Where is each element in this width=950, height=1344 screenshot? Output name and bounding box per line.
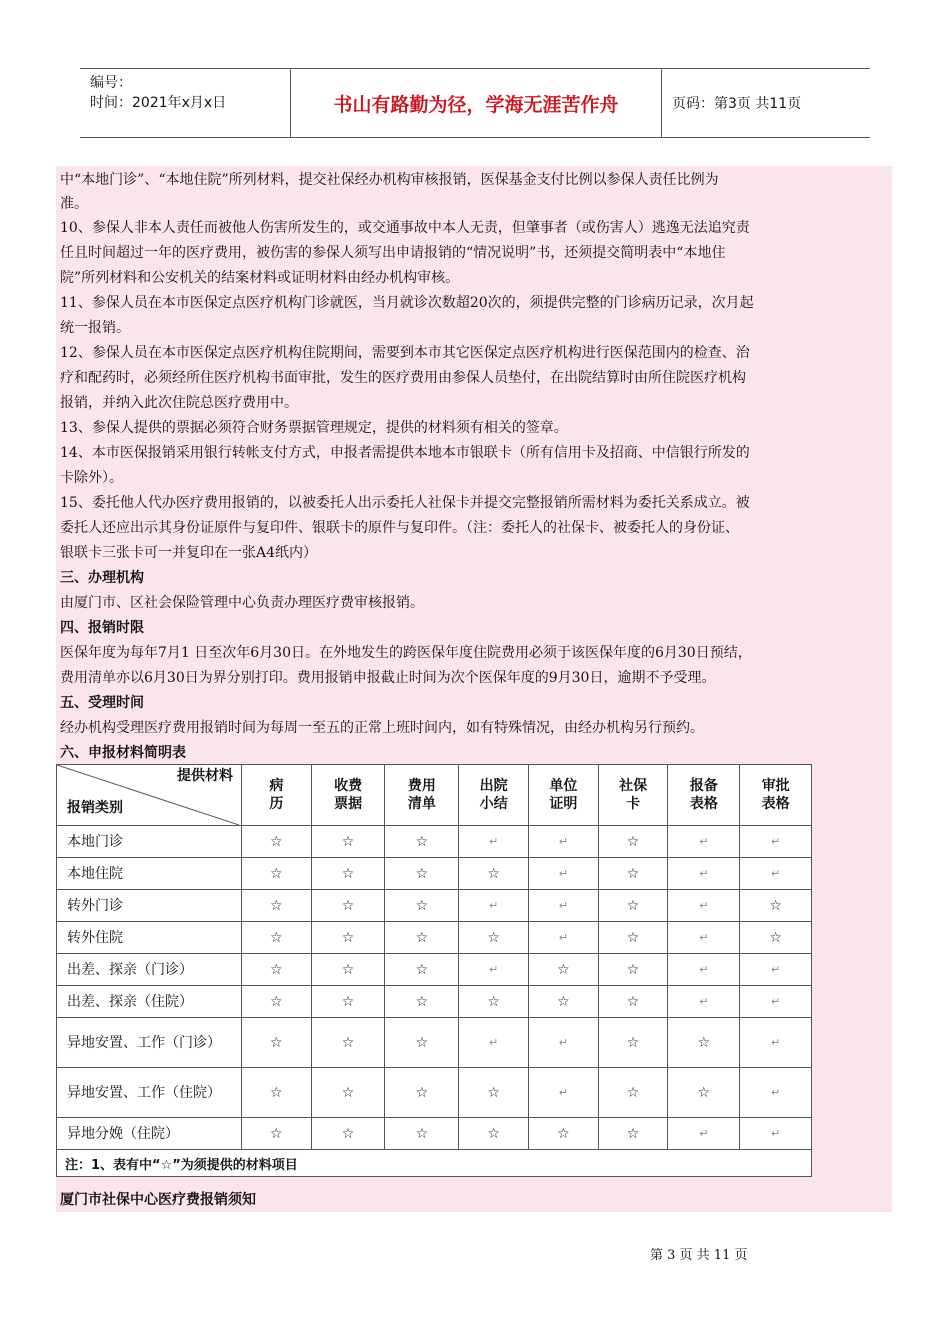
section-heading: 四、报销时限 — [60, 620, 144, 636]
empty-cell — [740, 858, 812, 890]
column-header — [311, 765, 385, 826]
paragraph-line: 10、参保人非本人责任而被他人伤害所发生的，或交通事故中本人无责，但肇事者（或伤害人）逃逸无法追究责 — [60, 220, 750, 236]
required-star-cell: ☆ — [459, 1068, 529, 1118]
return-mark-icon: ↵ — [699, 899, 709, 912]
column-header — [241, 765, 311, 826]
return-mark-icon: ↵ — [699, 867, 709, 880]
required-star-cell: ☆ — [311, 1018, 385, 1068]
column-header-line: 病 — [269, 778, 284, 794]
row-category: 转外门诊 — [57, 890, 242, 922]
table-row — [57, 858, 812, 890]
return-mark-icon: ↵ — [558, 1086, 568, 1099]
section-heading: 六、申报材料简明表 — [60, 745, 186, 761]
column-header — [459, 765, 529, 826]
required-star-cell: ☆ — [598, 1018, 668, 1068]
required-star-cell: ☆ — [598, 1068, 668, 1118]
empty-cell — [740, 986, 812, 1018]
column-header-line: 票据 — [334, 796, 363, 812]
paragraph-line: 院”所列材料和公安机关的结案材料或证明材料由经办机构审核。 — [60, 270, 460, 286]
required-star-cell: ☆ — [311, 954, 385, 986]
return-mark-icon: ↵ — [699, 995, 709, 1008]
required-star-cell: ☆ — [241, 1018, 311, 1068]
required-star-cell: ☆ — [385, 890, 459, 922]
column-header-line: 单位 — [549, 778, 578, 794]
section-text: 由厦门市、区社会保险管理中心负责办理医疗费审核报销。 — [60, 595, 424, 611]
table-row — [57, 1018, 812, 1068]
table-row — [57, 1068, 812, 1118]
return-mark-icon: ↵ — [699, 835, 709, 848]
column-header-line: 审批 — [761, 778, 790, 794]
required-star-cell: ☆ — [241, 986, 311, 1018]
table-row — [57, 922, 812, 954]
empty-cell — [668, 826, 740, 858]
paragraph-line: 报销，并纳入此次住院总医疗费用中。 — [60, 395, 298, 411]
paragraph-line: 委托人还应出示其身份证原件与复印件、银联卡的原件与复印件。（注：委托人的社保卡、被委托人的身份证、 — [60, 520, 739, 536]
required-star-cell: ☆ — [528, 954, 598, 986]
required-star-cell: ☆ — [311, 826, 385, 858]
required-star-cell: ☆ — [459, 1118, 529, 1150]
materials-table — [56, 764, 812, 1177]
empty-cell — [528, 890, 598, 922]
page-header — [80, 68, 870, 138]
paragraph-line: 中“本地门诊”、“本地住院”所列材料，提交社保经办机构审核报销，医保基金支付比例以参保人责任比例为 — [60, 172, 719, 188]
required-star-cell: ☆ — [598, 954, 668, 986]
required-star-cell: ☆ — [598, 858, 668, 890]
paragraph-line: 11、参保人员在本市医保定点医疗机构门诊就医，当月就诊次数超20次的，须提供完整的门诊病历记录，次月起 — [60, 295, 754, 311]
empty-cell — [528, 922, 598, 954]
required-star-cell: ☆ — [241, 890, 311, 922]
required-star-cell: ☆ — [311, 858, 385, 890]
required-star-cell: ☆ — [385, 954, 459, 986]
column-header-line: 费用 — [407, 778, 436, 794]
row-category: 出差、探亲（门诊） — [57, 954, 242, 986]
required-star-cell: ☆ — [459, 986, 529, 1018]
required-star-cell: ☆ — [598, 922, 668, 954]
empty-cell — [459, 890, 529, 922]
return-mark-icon: ↵ — [770, 1086, 781, 1099]
row-category: 转外住院 — [57, 922, 242, 954]
empty-cell — [668, 1118, 740, 1150]
empty-cell — [740, 1068, 812, 1118]
section-text: 费用清单亦以6月30日为界分别打印。费用报销申报截止时间为次个医保年度的9月30日，逾期不予受理。 — [60, 670, 716, 686]
required-star-cell: ☆ — [241, 922, 311, 954]
required-star-cell: ☆ — [528, 986, 598, 1018]
doc-time-label: 时间：2021年x月x日 — [90, 95, 227, 111]
paragraph-line: 14、本市医保报销采用银行转帐支付方式，申报者需提供本地本市银联卡（所有信用卡及招商、中信银行所发的 — [60, 445, 750, 461]
return-mark-icon: ↵ — [558, 1036, 568, 1049]
section-heading: 五、受理时间 — [60, 695, 144, 711]
table-row — [57, 986, 812, 1018]
return-mark-icon: ↵ — [770, 995, 781, 1008]
required-star-cell: ☆ — [385, 1018, 459, 1068]
return-mark-icon: ↵ — [558, 931, 568, 944]
column-header-line: 出院 — [479, 778, 508, 794]
column-header-line: 小结 — [479, 796, 508, 812]
required-star-cell: ☆ — [598, 890, 668, 922]
column-header — [528, 765, 598, 826]
required-star-cell: ☆ — [740, 890, 812, 922]
required-star-cell: ☆ — [385, 922, 459, 954]
row-category: 异地分娩（住院） — [57, 1118, 242, 1150]
paragraph-line: 准。 — [60, 196, 88, 212]
required-star-cell: ☆ — [241, 954, 311, 986]
corner-bottom-label: 报销类别 — [67, 800, 123, 816]
required-star-cell: ☆ — [241, 858, 311, 890]
header-meta — [80, 69, 291, 137]
return-mark-icon: ↵ — [770, 1127, 781, 1140]
empty-cell — [668, 954, 740, 986]
column-header-line: 表格 — [689, 796, 718, 812]
column-header-line: 证明 — [549, 796, 578, 812]
paragraph-line: 卡除外）。 — [60, 470, 123, 486]
empty-cell — [528, 858, 598, 890]
empty-cell — [459, 826, 529, 858]
table-row — [57, 954, 812, 986]
empty-cell — [668, 922, 740, 954]
required-star-cell: ☆ — [385, 986, 459, 1018]
table-row — [57, 826, 812, 858]
required-star-cell: ☆ — [528, 1118, 598, 1150]
return-mark-icon: ↵ — [558, 899, 568, 912]
empty-cell — [528, 1018, 598, 1068]
empty-cell — [668, 986, 740, 1018]
paragraph-line: 疗和配药时，必须经所住医疗机构书面审批，发生的医疗费用由参保人员垫付，在出院结算时由所住院医疗机构 — [60, 370, 746, 386]
return-mark-icon: ↵ — [489, 963, 499, 976]
required-star-cell: ☆ — [598, 1118, 668, 1150]
paragraph-line: 12、参保人员在本市医保定点医疗机构住院期间，需要到本市其它医保定点医疗机构进行医保范围内的检查、治 — [60, 345, 750, 361]
paragraph-line: 15、委托他人代办医疗费用报销的，以被委托人出示委托人社保卡并提交完整报销所需材料为委托关系成立。被 — [60, 495, 750, 511]
required-star-cell: ☆ — [740, 922, 812, 954]
empty-cell — [668, 890, 740, 922]
column-header-line: 社保 — [619, 778, 648, 794]
empty-cell — [668, 858, 740, 890]
return-mark-icon: ↵ — [489, 899, 499, 912]
table-corner-cell — [57, 765, 242, 826]
required-star-cell: ☆ — [241, 826, 311, 858]
empty-cell — [740, 954, 812, 986]
empty-cell — [459, 954, 529, 986]
required-star-cell: ☆ — [311, 922, 385, 954]
return-mark-icon: ↵ — [770, 867, 781, 880]
required-star-cell: ☆ — [459, 922, 529, 954]
column-header-line: 报备 — [689, 778, 718, 794]
table-row — [57, 1118, 812, 1150]
required-star-cell: ☆ — [241, 1068, 311, 1118]
table-header-row — [57, 765, 812, 826]
return-mark-icon: ↵ — [770, 963, 781, 976]
column-header — [598, 765, 668, 826]
required-star-cell: ☆ — [385, 826, 459, 858]
column-header-line: 收费 — [334, 778, 363, 794]
column-header-line: 表格 — [761, 796, 790, 812]
required-star-cell: ☆ — [598, 826, 668, 858]
empty-cell — [740, 1018, 812, 1068]
required-star-cell: ☆ — [241, 1118, 311, 1150]
section-heading: 三、办理机构 — [60, 570, 144, 586]
return-mark-icon: ↵ — [489, 835, 499, 848]
return-mark-icon: ↵ — [699, 1127, 709, 1140]
empty-cell — [528, 1068, 598, 1118]
table-row — [57, 890, 812, 922]
column-header-line: 卡 — [626, 796, 641, 812]
required-star-cell: ☆ — [311, 1068, 385, 1118]
return-mark-icon: ↵ — [558, 867, 568, 880]
header-page-code: 页码：第3页 共11页 — [672, 96, 802, 112]
required-star-cell: ☆ — [598, 986, 668, 1018]
empty-cell — [740, 826, 812, 858]
empty-cell — [528, 826, 598, 858]
empty-cell — [459, 1018, 529, 1068]
paragraph-line: 统一报销。 — [60, 320, 130, 336]
required-star-cell: ☆ — [385, 858, 459, 890]
row-category: 出差、探亲（住院） — [57, 986, 242, 1018]
page-footer: 第 3 页 共 11 页 — [650, 1248, 748, 1263]
return-mark-icon: ↵ — [699, 931, 709, 944]
column-header — [385, 765, 459, 826]
section-text: 经办机构受理医疗费用报销时间为每周一至五的正常上班时间内，如有特殊情况，由经办机构另行预约。 — [60, 720, 704, 736]
required-star-cell: ☆ — [311, 890, 385, 922]
return-mark-icon: ↵ — [489, 1036, 499, 1049]
column-header — [668, 765, 740, 826]
paragraph-line: 13、参保人提供的票据必须符合财务票据管理规定，提供的材料须有相关的签章。 — [60, 420, 568, 436]
return-mark-icon: ↵ — [770, 1036, 781, 1049]
doc-number-label: 编号： — [90, 75, 132, 91]
return-mark-icon: ↵ — [770, 835, 781, 848]
column-header-line: 清单 — [407, 796, 436, 812]
closing-title: 厦门市社保中心医疗费报销须知 — [60, 1192, 256, 1208]
return-mark-icon: ↵ — [558, 835, 568, 848]
row-category: 异地安置、工作（门诊） — [57, 1018, 242, 1068]
row-category: 本地门诊 — [57, 826, 242, 858]
required-star-cell: ☆ — [385, 1068, 459, 1118]
section-text: 医保年度为每年7月1 日至次年6月30日。在外地发生的跨医保年度住院费用必须于该医保年度的6月30日预结， — [60, 645, 752, 661]
return-mark-icon: ↵ — [699, 963, 709, 976]
required-star-cell: ☆ — [385, 1118, 459, 1150]
table-note: 注：1、表有中“☆”为须提供的材料项目 — [57, 1150, 812, 1177]
row-category: 异地安置、工作（住院） — [57, 1068, 242, 1118]
required-star-cell: ☆ — [668, 1068, 740, 1118]
paragraph-line: 任且时间超过一年的医疗费用，被伤害的参保人须写出申请报销的“情况说明”书，还须提交简明表中“本地住 — [60, 245, 726, 261]
table-note-row — [57, 1150, 812, 1177]
required-star-cell: ☆ — [311, 986, 385, 1018]
row-category: 本地住院 — [57, 858, 242, 890]
column-header — [740, 765, 812, 826]
corner-top-label: 提供材料 — [177, 768, 233, 784]
required-star-cell: ☆ — [311, 1118, 385, 1150]
header-motto: 书山有路勤为径，学海无涯苦作舟 — [291, 69, 662, 137]
paragraph-line: 银联卡三张卡可一并复印在一张A4纸内） — [60, 545, 318, 561]
required-star-cell: ☆ — [668, 1018, 740, 1068]
required-star-cell: ☆ — [459, 858, 529, 890]
column-header-line: 历 — [269, 796, 284, 812]
empty-cell — [740, 1118, 812, 1150]
